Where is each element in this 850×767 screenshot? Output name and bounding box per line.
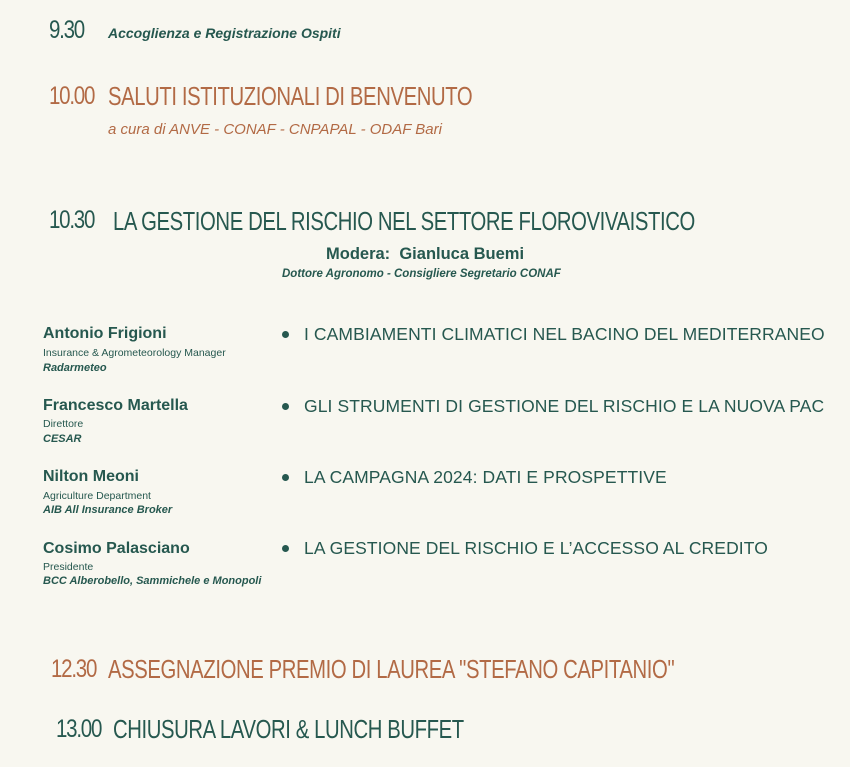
speaker-role: Direttore	[43, 418, 84, 430]
bullet-icon	[282, 474, 289, 481]
award-title: ASSEGNAZIONE PREMIO DI LAUREA "STEFANO CAPITANIO"	[108, 654, 675, 684]
moderator-name: Gianluca Buemi	[399, 245, 525, 263]
talk-title: LA GESTIONE DEL RISCHIO E L’ACCESSO AL CREDITO	[304, 538, 768, 558]
moderator-line	[326, 245, 524, 264]
moderator-label: Modera:	[326, 245, 391, 263]
speaker-name: Nilton Meoni	[43, 468, 139, 485]
award-time: 12.30	[51, 655, 97, 683]
session-time: 10.30	[49, 206, 95, 234]
speaker-org: BCC Alberobello, Sammichele e Monopoli	[43, 575, 262, 587]
speaker-org: AIB All Insurance Broker	[43, 504, 173, 516]
talk-title: I CAMBIAMENTI CLIMATICI NEL BACINO DEL MEDITERRANEO	[304, 324, 825, 344]
speaker-org: Radarmeteo	[43, 362, 107, 374]
talk-title: GLI STRUMENTI DI GESTIONE DEL RISCHIO E LA NUOVA PAC	[304, 396, 825, 416]
greetings-time: 10.00	[49, 82, 95, 110]
speaker-role: Agriculture Department	[43, 490, 151, 502]
closing-time: 13.00	[56, 715, 102, 743]
bullet-icon	[282, 403, 289, 410]
talk-title: LA CAMPAGNA 2024: DATI E PROSPETTIVE	[304, 467, 667, 487]
closing-title: CHIUSURA LAVORI & LUNCH BUFFET	[113, 714, 464, 744]
speaker-org: CESAR	[43, 433, 82, 445]
speaker-name: Antonio Frigioni	[43, 325, 167, 342]
bullet-icon	[282, 331, 289, 338]
speaker-name: Francesco Martella	[43, 397, 188, 414]
speaker-role: Insurance & Agrometeorology Manager	[43, 347, 226, 359]
welcome-time: 9.30	[49, 16, 84, 44]
greetings-subtitle: a cura di ANVE - CONAF - CNPAPAL - ODAF Bari	[108, 121, 442, 138]
speaker-name: Cosimo Palasciano	[43, 540, 190, 557]
greetings-title: SALUTI ISTITUZIONALI DI BENVENUTO	[108, 81, 473, 111]
speaker-role: Presidente	[43, 561, 94, 573]
moderator-role: Dottore Agronomo - Consigliere Segretario CONAF	[282, 268, 561, 280]
bullet-icon	[282, 545, 289, 552]
welcome-title: Accoglienza e Registrazione Ospiti	[108, 25, 341, 41]
session-title: LA GESTIONE DEL RISCHIO NEL SETTORE FLOROVIVAISTICO	[113, 206, 695, 236]
